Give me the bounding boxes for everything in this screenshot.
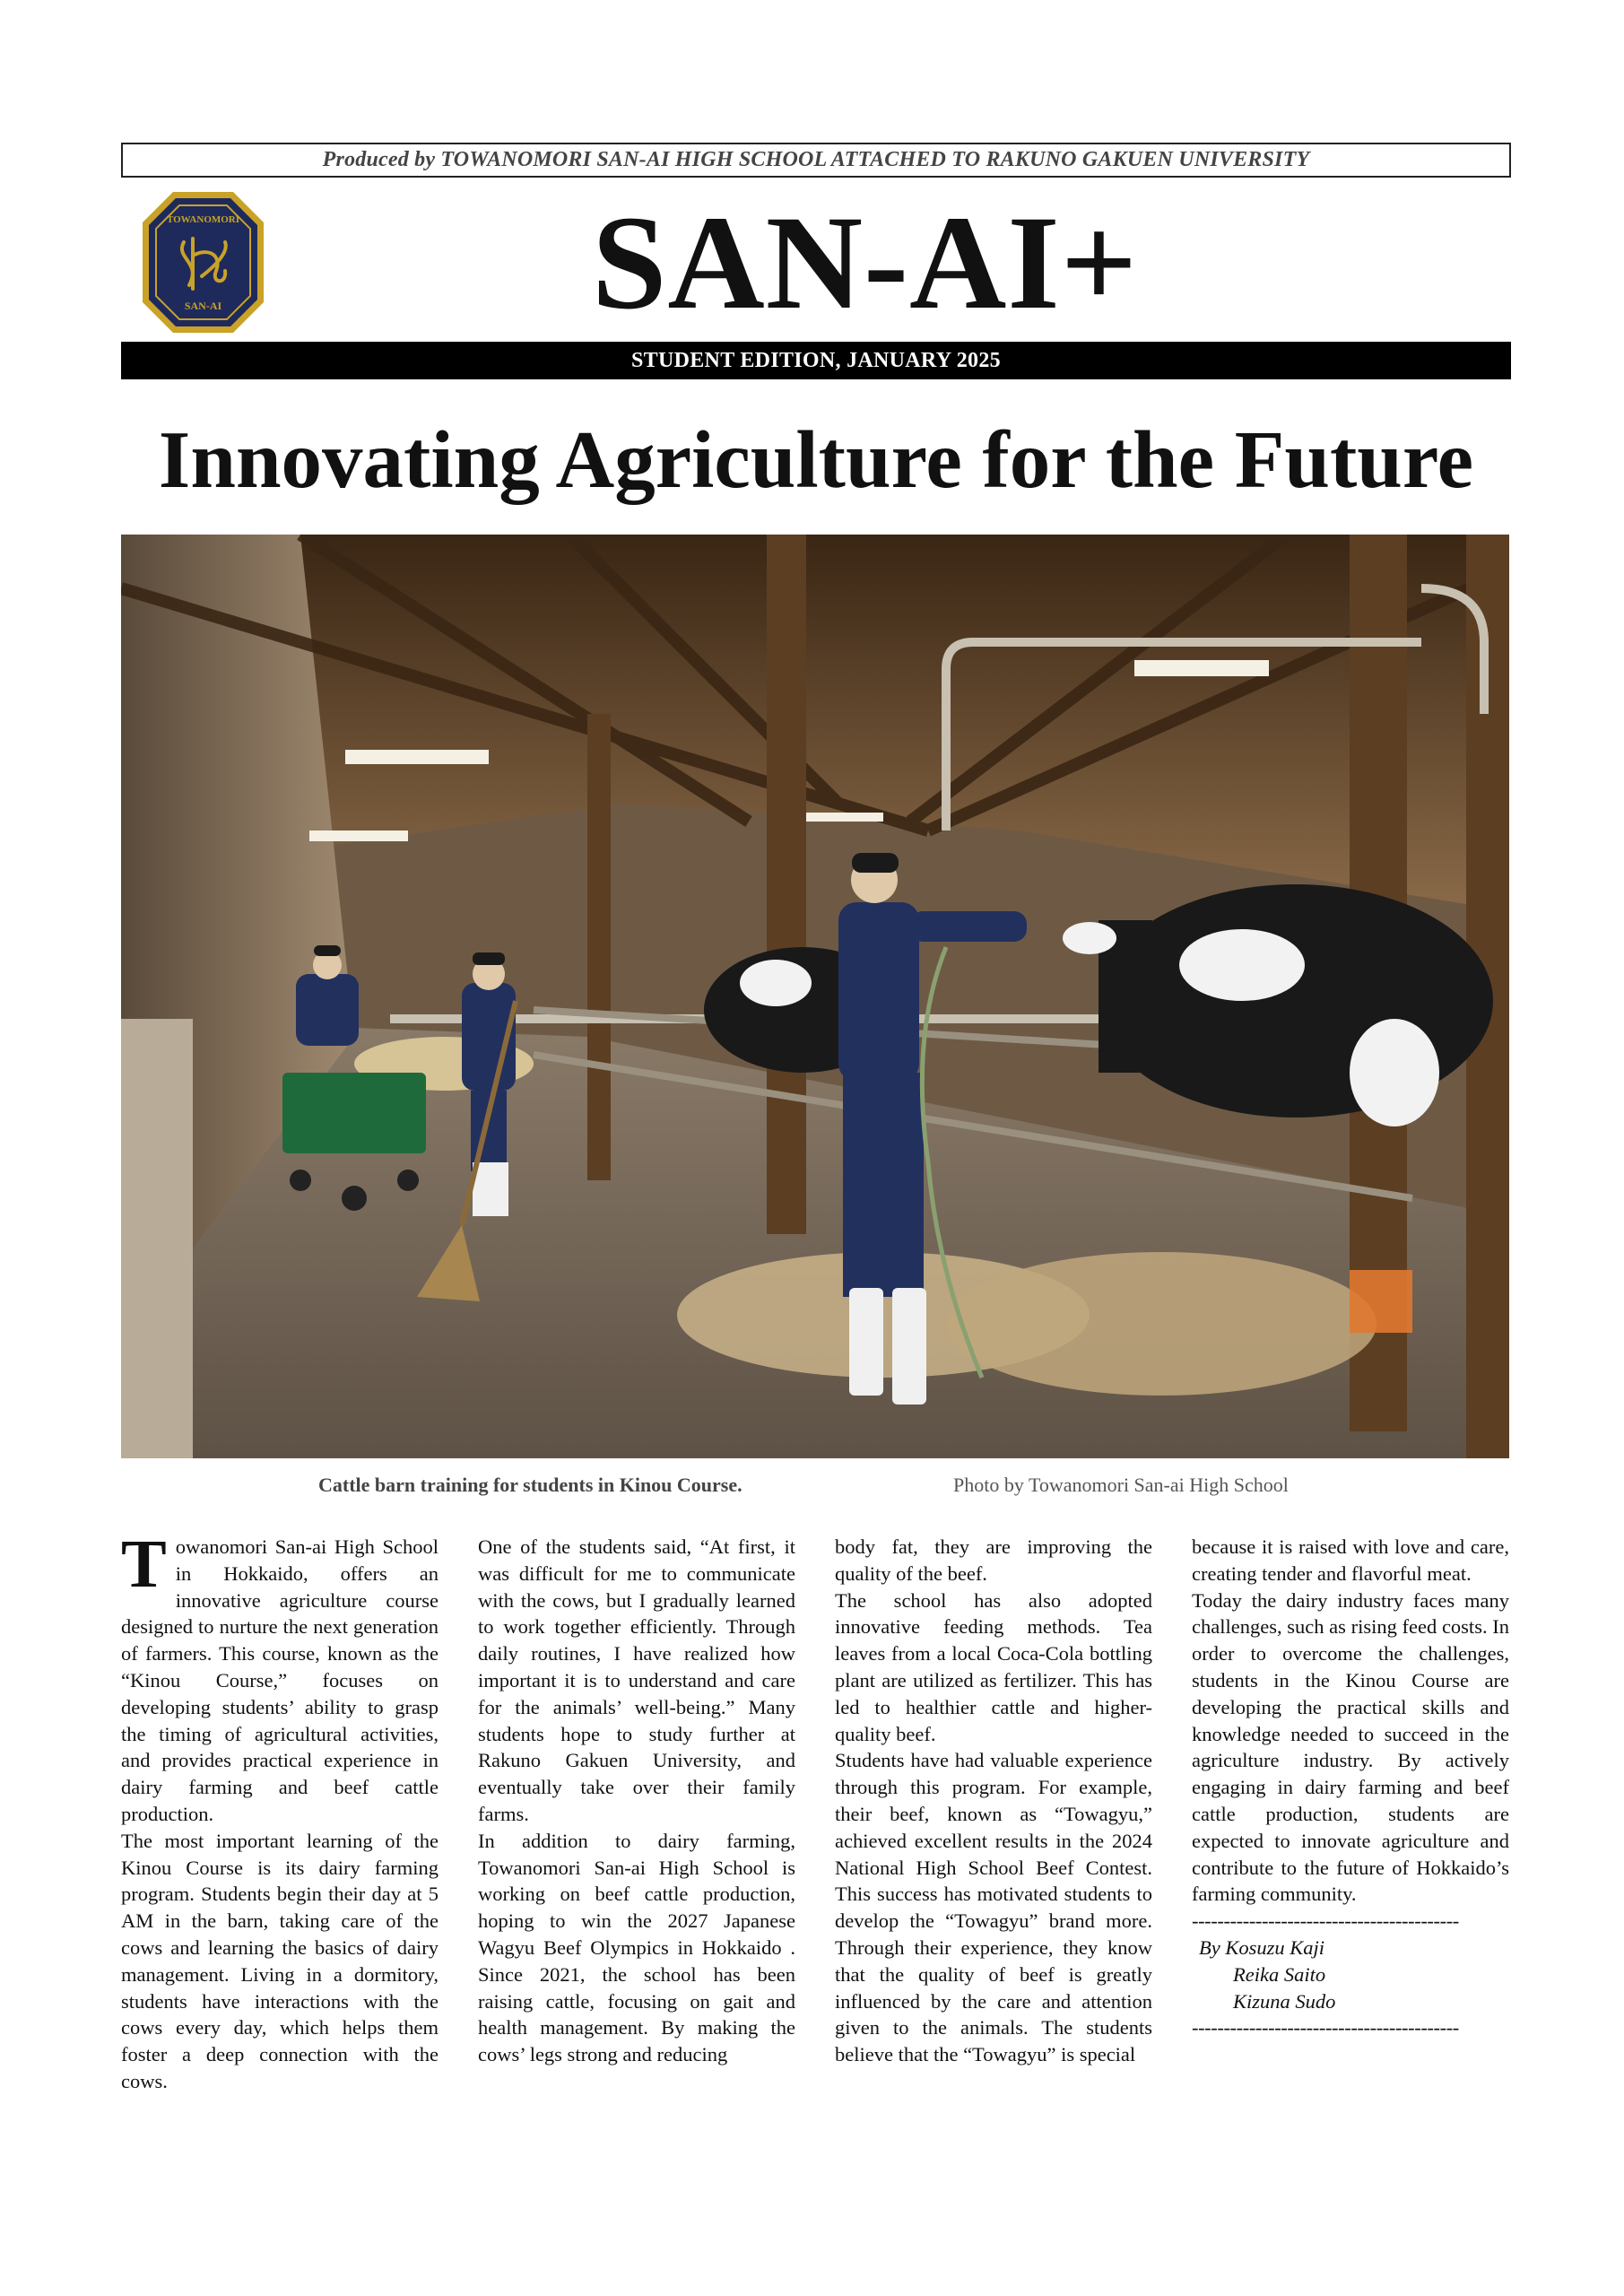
article-column-2 bbox=[478, 1534, 795, 2068]
author-name: Kizuna Sudo bbox=[1233, 1989, 1336, 2013]
drop-cap: T bbox=[121, 1526, 167, 1602]
producer-text: Produced by TOWANOMORI SAN-AI HIGH SCHOOL ATTACHED TO RAKUNO GAKUEN UNIVERSITY bbox=[322, 148, 1310, 171]
article-column-3 bbox=[835, 1534, 1152, 2068]
masthead-title: SAN-AI+ bbox=[592, 188, 1139, 337]
article-headline: Innovating Agriculture for the Future bbox=[158, 414, 1474, 505]
edition-banner bbox=[121, 342, 1511, 379]
paragraph: because it is raised with love and care, creating tender and flavorful meat. bbox=[1192, 1535, 1509, 1585]
emblem-top-text: TOWANOMORI bbox=[166, 214, 240, 225]
author-name: Kosuzu Kaji bbox=[1225, 1935, 1325, 1959]
article-column-1 bbox=[121, 1526, 439, 2095]
barn-photo bbox=[121, 535, 1509, 1458]
separator-line: ------------------------------------------ bbox=[1192, 1909, 1459, 1933]
paragraph: Students have had valuable experience through this program. For example, their beef, known as “Towagyu,” achieved excellent results in the 2024 National High School Beef Contest. This success has motivated students to develop the “Towagyu” brand more. Through their experience, they know that the quality of beef is greatly influenced by the care and attention given to the animals. The students believe that the “Towagyu” is special bbox=[835, 1749, 1152, 2066]
paragraph: Towanomori San-ai High School in Hokkaido, offers an innovative agriculture course designed to nurture the next generation of farmers. This course, known as the “Kinou Course,” focuses on developing students’ ability to grasp the timing of agricultural activities, and provides practical experience in dairy farming and beef cattle production. bbox=[121, 1526, 439, 1825]
author-name: Reika Saito bbox=[1233, 1962, 1326, 1986]
paragraph: The most important learning of the Kinou Course is its dairy farming program. Students begin their day at 5 AM in the barn, taking care of the cows and learning the basics of dairy management. Living in a dormitory, students have interactions with the cows every day, which helps them foster a deep connection with the cows. bbox=[121, 1829, 439, 2092]
emblem-bottom-text: SAN-AI bbox=[184, 300, 222, 312]
paragraph: The school has also adopted innovative feeding methods. Tea leaves from a local Coca-Cola bottling plant are utilized as fertilizer. This has led to healthier cattle and higher-quality beef. bbox=[835, 1588, 1152, 1745]
article-column-4 bbox=[1192, 1534, 1509, 2041]
producer-banner bbox=[121, 143, 1511, 178]
author-bylines bbox=[1192, 1935, 1509, 2014]
byline-prefix: By bbox=[1199, 1935, 1220, 1959]
photo-credit: Photo by Towanomori San-ai High School bbox=[953, 1474, 1289, 1496]
barn-photo-illustration bbox=[121, 535, 1509, 1458]
edition-text: STUDENT EDITION, JANUARY 2025 bbox=[631, 348, 1001, 372]
paragraph: In addition to dairy farming, Towanomori San-ai High School is working on beef cattle production, hoping to win the 2027 Japanese Wagyu Beef Olympics in Hokkaido . Since 2021, the school has been raising cattle, focusing on gait and health management. By making the cows’ legs strong and reducing bbox=[478, 1829, 795, 2066]
paragraph: body fat, they are improving the quality of the beef. bbox=[835, 1535, 1152, 1585]
paragraph: One of the students said, “At first, it was difficult for me to communicate with the cows, but I gradually learned to work together efficiently. Through daily routines, I have realized how important it is to understand and care for the animals’ well-being.” Many students hope to study further at Rakuno Gakuen University, and eventually take over their family farms. bbox=[478, 1535, 795, 1825]
photo-caption: Cattle barn training for students in Kinou Course. bbox=[318, 1474, 743, 1496]
byline-row bbox=[1192, 1935, 1509, 1961]
school-emblem-icon bbox=[139, 188, 267, 336]
paragraph: Today the dairy industry faces many challenges, such as rising feed costs. In order to overcome the challenges, students in the Kinou Course are developing the practical skills and knowledge needed to succeed in the agriculture industry. By actively engaging in dairy farming and beef cattle production, students are expected to innovate agriculture and contribute to the future of Hokkaido’s farming community. bbox=[1192, 1588, 1509, 1906]
separator-line: ------------------------------------------ bbox=[1192, 2016, 1459, 2039]
